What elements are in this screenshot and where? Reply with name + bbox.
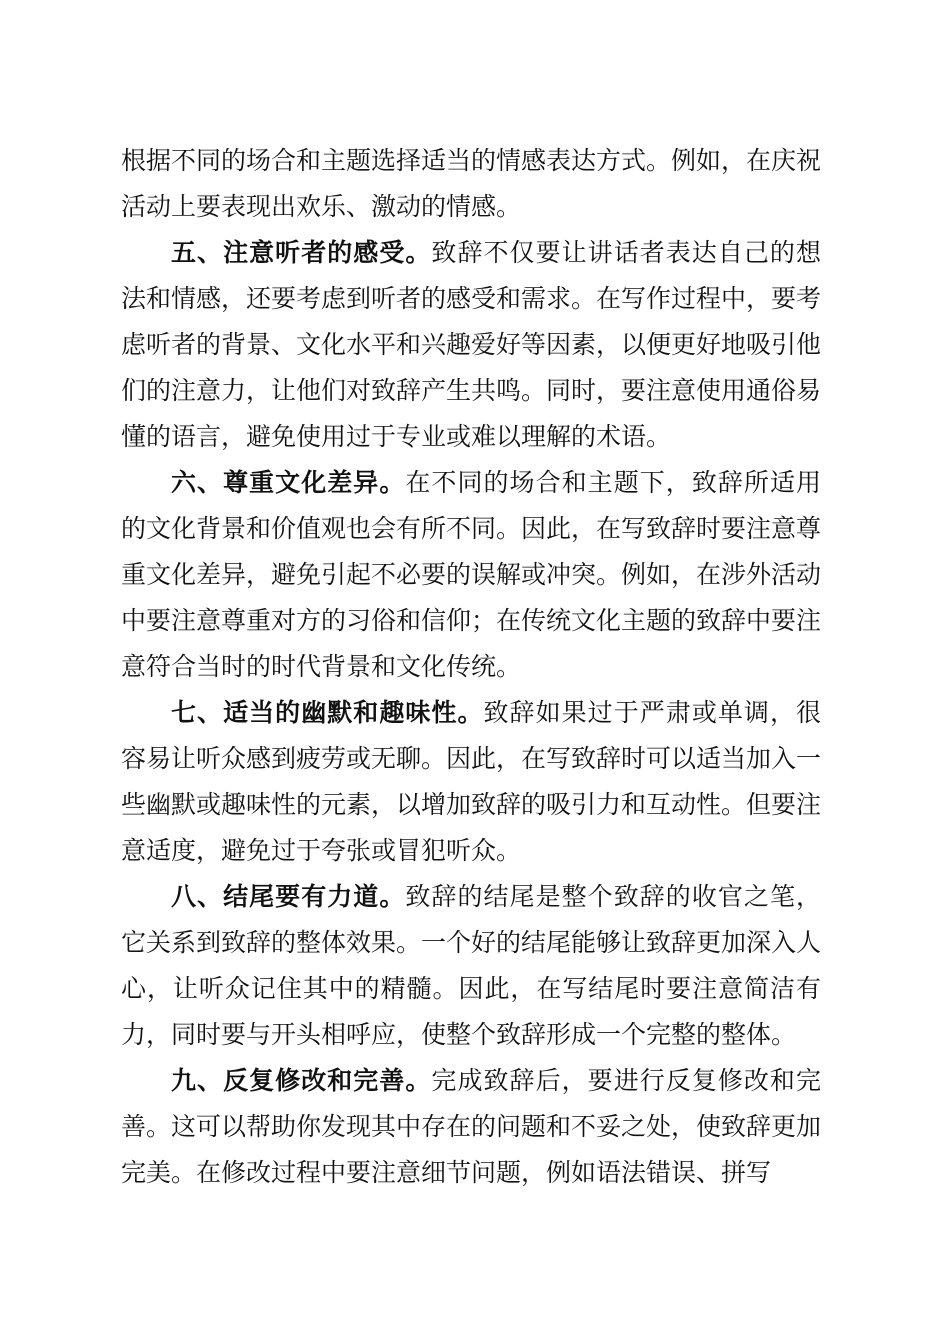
paragraph-body: 根据不同的场合和主题选择适当的情感表达方式。例如，在庆祝活动上要表现出欢乐、激动的情感。 [121, 146, 822, 221]
document-body [121, 138, 821, 1196]
paragraph-section-5 [121, 230, 821, 460]
paragraph-continuation [121, 138, 821, 230]
paragraph-section-6 [121, 460, 821, 690]
section-heading: 六、尊重文化差异。 [171, 468, 406, 497]
section-heading: 五、注意听者的感受。 [171, 238, 432, 267]
section-heading: 七、适当的幽默和趣味性。 [171, 698, 484, 727]
paragraph-body: 致辞如果过于严肃或单调，很容易让听众感到疲劳或无聊。因此，在写致辞时可以适当加入一些幽默或趣味性的元素，以增加致辞的吸引力和互动性。但要注意适度，避免过于夸张或冒犯听众。 [121, 698, 822, 865]
paragraph-body: 致辞不仅要让讲话者表达自己的想法和情感，还要考虑到听者的感受和需求。在写作过程中，要考虑听者的背景、文化水平和兴趣爱好等因素，以便更好地吸引他们的注意力，让他们对致辞产生共鸣。同时，要注意使用通俗易懂的语言，避免使用过于专业或难以理解的术语。 [121, 238, 822, 451]
paragraph-section-8 [121, 874, 821, 1058]
paragraph-body: 致辞的结尾是整个致辞的收官之笔，它关系到致辞的整体效果。一个好的结尾能够让致辞更加深入人心，让听众记住其中的精髓。因此，在写结尾时要注意简洁有力，同时要与开头相呼应，使整个致辞形成一个完整的整体。 [121, 882, 822, 1049]
paragraph-body: 完成致辞后，要进行反复修改和完善。这可以帮助你发现其中存在的问题和不妥之处，使致辞更加完美。在修改过程中要注意细节问题，例如语法错误、拼写 [121, 1066, 822, 1187]
paragraph-section-7 [121, 690, 821, 874]
section-heading: 八、结尾要有力道。 [171, 882, 406, 911]
paragraph-section-9 [121, 1058, 821, 1196]
section-heading: 九、反复修改和完善。 [171, 1066, 432, 1095]
paragraph-body: 在不同的场合和主题下，致辞所适用的文化背景和价值观也会有所不同。因此，在写致辞时要注意尊重文化差异，避免引起不必要的误解或冲突。例如，在涉外活动中要注意尊重对方的习俗和信仰；在传统文化主题的致辞中要注意符合当时的时代背景和文化传统。 [121, 468, 822, 681]
